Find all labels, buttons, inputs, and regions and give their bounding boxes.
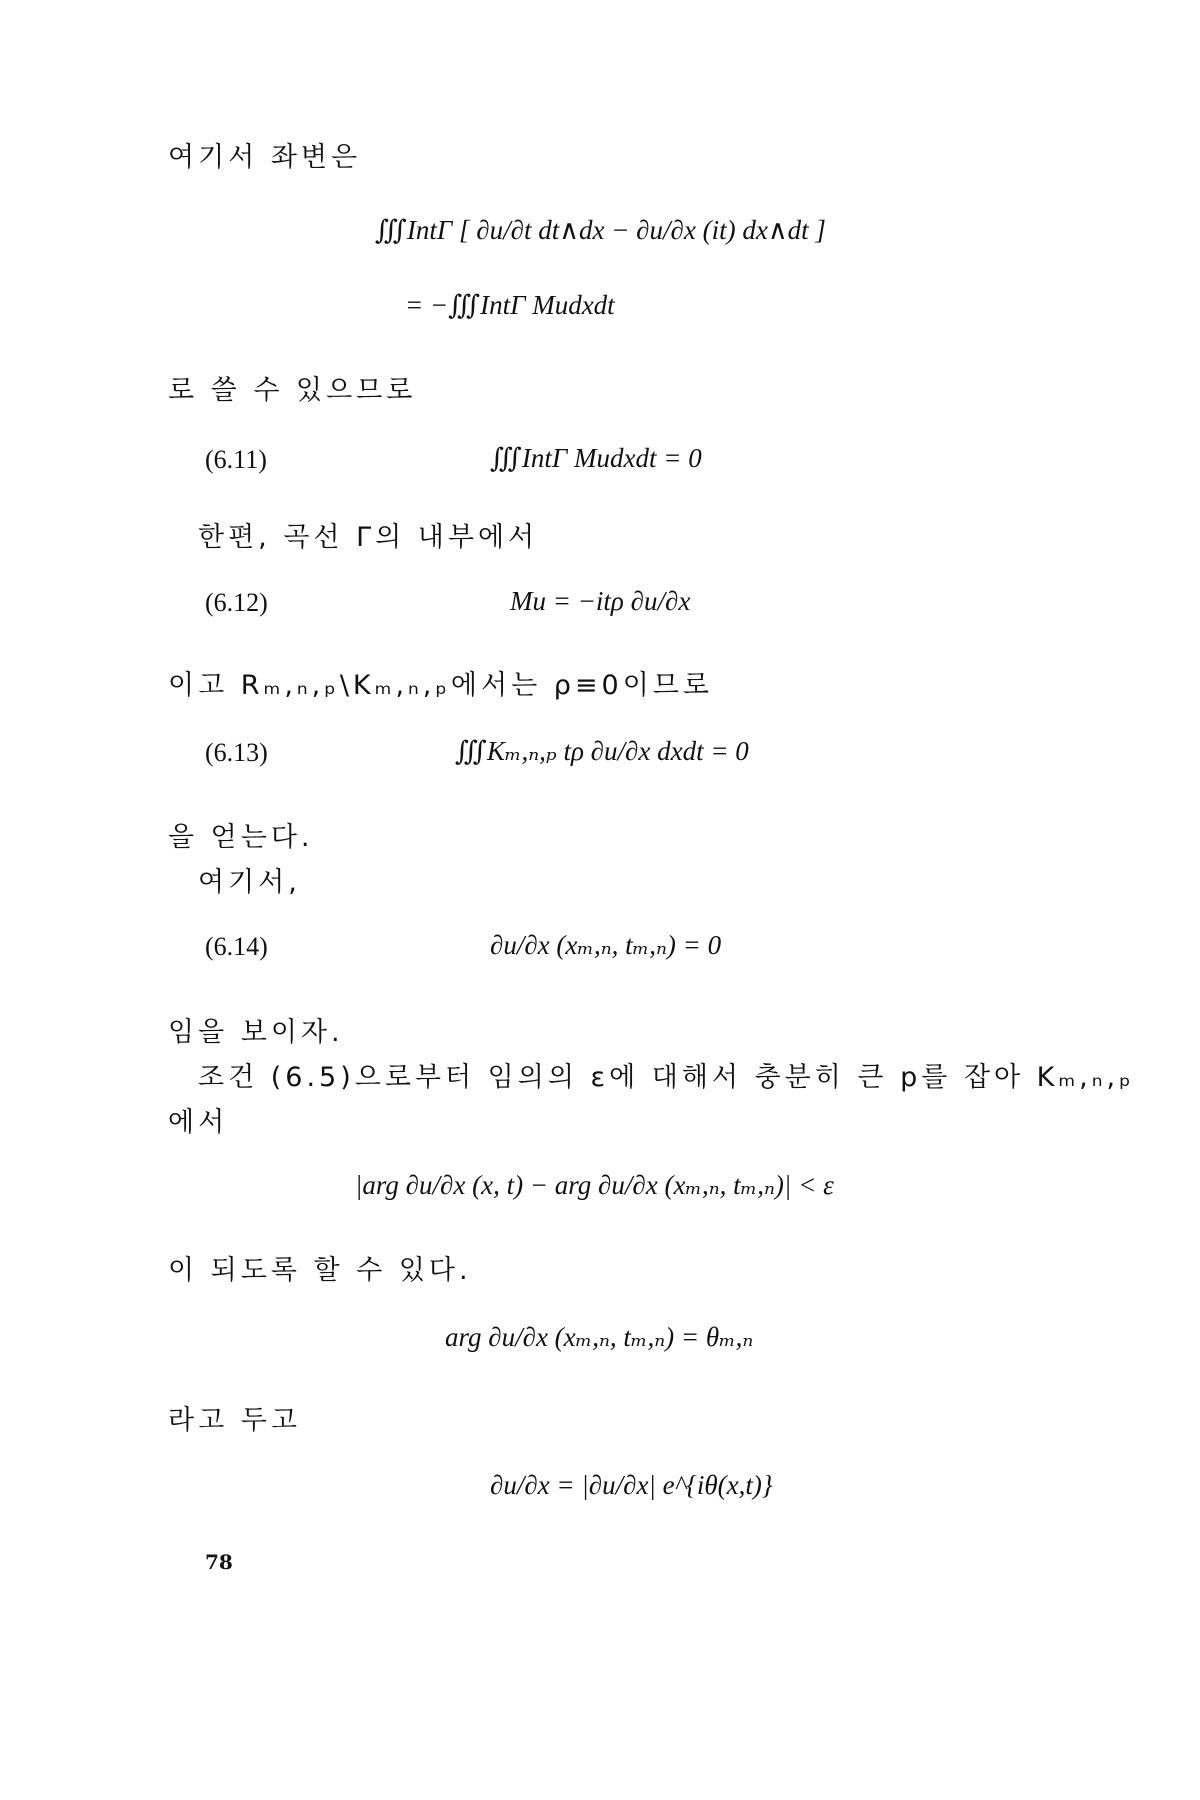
equation-number-6-14: (6.14) <box>205 932 268 961</box>
equation-left-side-result: = −∭IntΓ Mudxdt <box>405 290 615 320</box>
page-number: 78 <box>205 1550 233 1574</box>
paragraph-where: 에서 <box>168 1107 229 1138</box>
equation-number-6-13: (6.13) <box>205 738 268 767</box>
equation-number-6-12: (6.12) <box>205 588 268 617</box>
equation-left-side: ∭IntΓ [ ∂u/∂t dt∧dx − ∂u/∂x (it) dx∧dt ] <box>375 215 826 245</box>
equation-6-13: ∭Kₘ,ₙ,ₚ tρ ∂u/∂x dxdt = 0 <box>455 736 749 766</box>
equation-6-14: ∂u/∂x (xₘ,ₙ, tₘ,ₙ) = 0 <box>490 930 722 960</box>
equation-6-11: ∭IntΓ Mudxdt = 0 <box>490 443 702 473</box>
paragraph-can-write: 로 쓸 수 있으므로 <box>168 375 417 406</box>
equation-theta-definition: arg ∂u/∂x (xₘ,ₙ, tₘ,ₙ) = θₘ,ₙ <box>445 1322 754 1352</box>
paragraph-inside-curve: 한편, 곡선 Γ의 내부에서 <box>198 522 539 553</box>
paragraph-set: 라고 두고 <box>168 1405 301 1436</box>
paragraph-rho-zero: 이고 Rₘ,ₙ,ₚ\Kₘ,ₙ,ₚ에서는 ρ≡0이므로 <box>168 670 713 701</box>
paragraph-can-be: 이 되도록 할 수 있다. <box>168 1255 472 1286</box>
paragraph-here: 여기서, <box>198 867 301 898</box>
paragraph-left-side: 여기서 좌변은 <box>168 142 362 173</box>
equation-arg-bound: |arg ∂u/∂x (x, t) − arg ∂u/∂x (xₘ,ₙ, tₘ,ₙ)| < ε <box>355 1170 834 1200</box>
paragraph-condition: 조건 (6.5)으로부터 임의의 ε에 대해서 충분히 큰 p를 잡아 Kₘ,ₙ,ₚ <box>198 1062 1135 1093</box>
equation-6-12: Mu = −itρ ∂u/∂x <box>510 586 691 616</box>
paragraph-obtain: 을 얻는다. <box>168 822 314 853</box>
equation-polar-form: ∂u/∂x = |∂u/∂x| e^{iθ(x,t)} <box>490 1470 773 1500</box>
paragraph-show: 임을 보이자. <box>168 1017 344 1048</box>
equation-number-6-11: (6.11) <box>205 445 267 474</box>
